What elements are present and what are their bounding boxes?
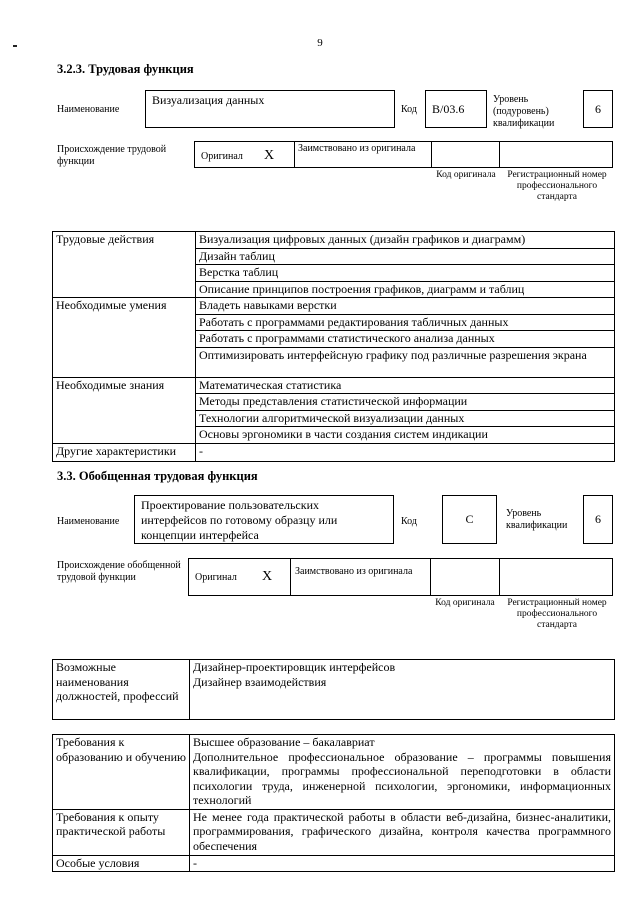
list-item: Дизайнер взаимодействия	[193, 674, 327, 689]
borrowed-label: Заимствовано из оригинала	[295, 566, 413, 577]
category-cell: Трудовые действия	[53, 232, 196, 298]
list-item: Высшее образование – бакалавриат	[193, 735, 375, 749]
list-item: Дополнительное профессиональное образование – программы повышения квалификации, программы профессиональной переподготовки в области психологии труда, инженерной психологии, эргономики, информационных технологий	[193, 749, 611, 807]
table-row: Владеть навыками верстки	[196, 298, 615, 315]
function-name-box	[145, 90, 395, 128]
table-row: Дизайн таблиц	[196, 248, 615, 265]
edu-cell	[190, 735, 615, 810]
exp-value: Не менее года практической работы в области веб-дизайна, бизнес-аналитики, программирования, графического дизайна, контроля качества программного обеспечения	[190, 809, 615, 855]
table-row: Математическая статистика	[196, 377, 615, 394]
requirements-table	[52, 734, 615, 872]
generalized-function-name-box	[134, 495, 394, 544]
name-label: Наименование	[57, 104, 120, 115]
reg-number-caption: Регистрационный номер профессионального стандарта	[507, 170, 607, 202]
section-heading-3-2-3: 3.2.3. Трудовая функция	[57, 62, 194, 76]
name-label: Наименование	[57, 516, 120, 527]
original-label: Оригинал	[201, 151, 243, 162]
level-label: Уровень (подуровень) квалификации	[493, 94, 555, 129]
table-row: Методы представления статистической информации	[196, 394, 615, 411]
level-box	[583, 495, 613, 544]
function-code-value: B/03.6	[432, 102, 465, 116]
original-mark: X	[264, 148, 275, 163]
special-label: Особые условия	[53, 855, 190, 872]
special-value: -	[190, 855, 615, 872]
category-cell: Другие характеристики	[53, 443, 196, 461]
origin-label: Происхождение обобщенной трудовой функции	[57, 560, 181, 583]
table-row: Описание принципов построения графиков, диаграмм и таблиц	[196, 281, 615, 298]
generalized-code-value: C	[465, 512, 474, 526]
reg-number-caption: Регистрационный номер профессионального стандарта	[507, 598, 607, 630]
positions-label: Возможные наименования должностей, профессий	[53, 660, 190, 720]
table-row: Технологии алгоритмической визуализации данных	[196, 410, 615, 427]
positions-table	[52, 659, 615, 720]
section-heading-3-3: 3.3. Обобщенная трудовая функция	[57, 469, 258, 483]
function-code-box	[425, 90, 487, 128]
table-row: Оптимизировать интерфейсную графику под различные разрешения экрана	[196, 347, 615, 377]
level-label: Уровень квалификации	[506, 508, 568, 531]
original-label: Оригинал	[195, 572, 237, 583]
borrowed-label: Заимствовано из оригинала	[298, 143, 416, 154]
table-row: Работать с программами редактирования табличных данных	[196, 314, 615, 331]
generalized-code-box	[442, 495, 497, 544]
page-number: 9	[317, 37, 323, 49]
table-row: Работать с программами статистического анализа данных	[196, 331, 615, 348]
category-cell: Необходимые умения	[53, 298, 196, 378]
table-row: Визуализация цифровых данных (дизайн графиков и диаграмм)	[196, 232, 615, 249]
level-value: 6	[595, 512, 601, 526]
list-item: Дизайнер-проектировщик интерфейсов	[193, 660, 396, 674]
function-details-table	[52, 231, 615, 462]
function-name-value: Визуализация данных	[152, 93, 265, 107]
origin-code-caption: Код оригинала	[436, 170, 496, 180]
edu-label: Требования к образованию и обучению	[53, 735, 190, 810]
code-label: Код	[401, 516, 417, 527]
origin-label: Происхождение трудовой функции	[57, 144, 167, 167]
table-row: Основы эргономики в части создания систем индикации	[196, 427, 615, 444]
origin-code-caption: Код оригинала	[435, 598, 495, 608]
generalized-function-name-value: Проектирование пользовательских интерфейсов по готовому образцу или концепции интерфейса	[141, 498, 338, 542]
level-box	[583, 90, 613, 128]
category-cell: Необходимые знания	[53, 377, 196, 443]
code-label: Код	[401, 104, 417, 115]
positions-cell	[190, 660, 615, 720]
table-row: Верстка таблиц	[196, 265, 615, 282]
original-mark: X	[262, 569, 273, 584]
table-row: -	[196, 443, 615, 461]
level-value: 6	[595, 102, 601, 116]
exp-label: Требования к опыту практической работы	[53, 809, 190, 855]
